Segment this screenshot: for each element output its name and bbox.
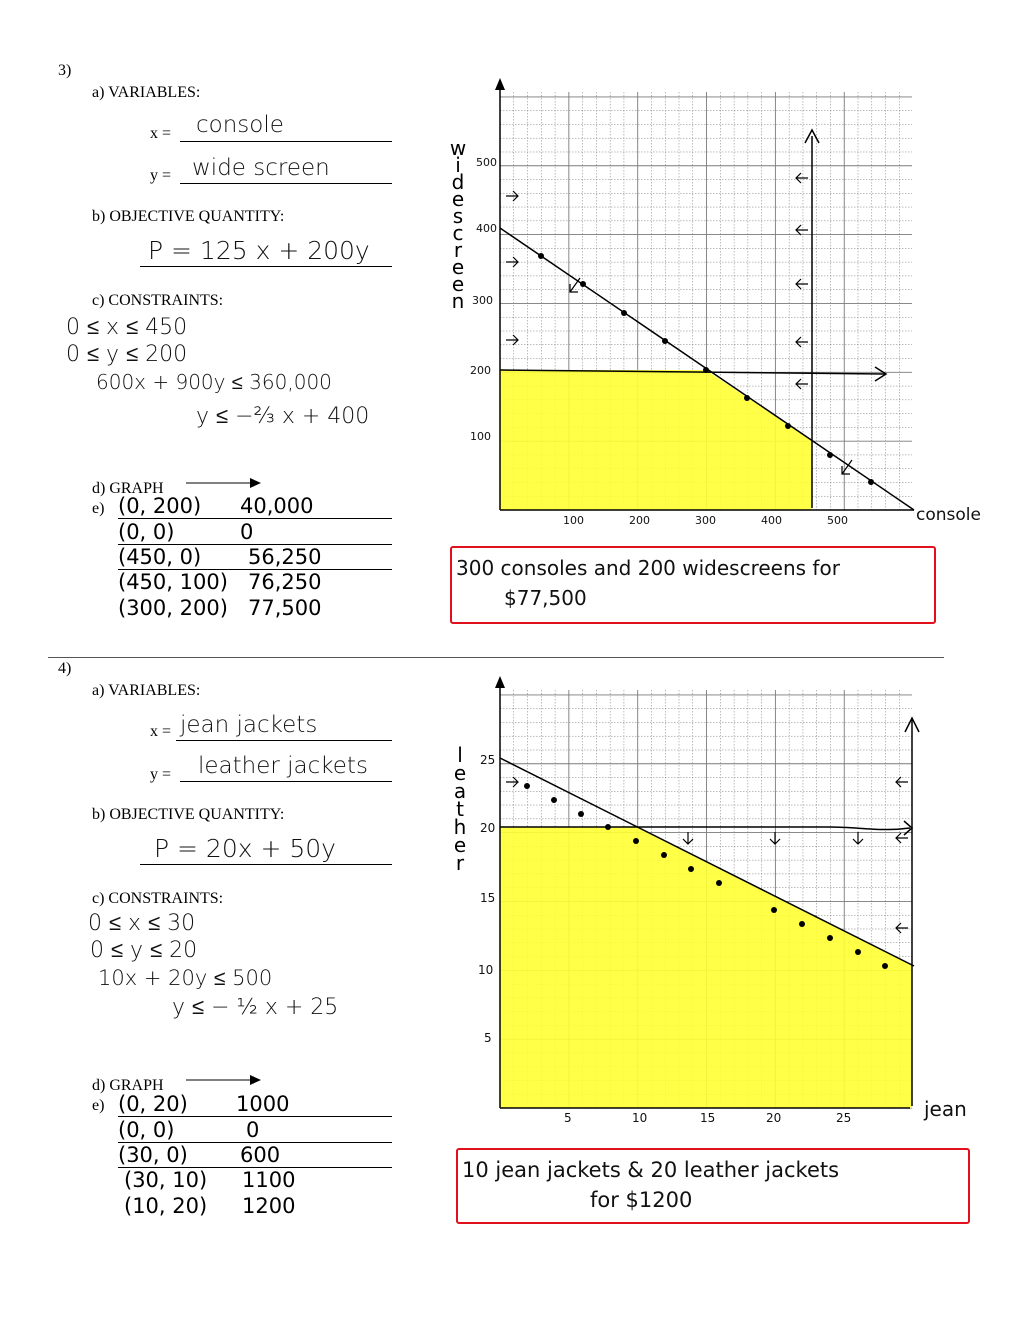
x-tick-label: 5 <box>564 1111 572 1125</box>
vertex-value: 600 <box>240 1143 281 1167</box>
y-axis-arrow-icon <box>495 78 505 90</box>
vertex-value: 0 <box>240 520 254 544</box>
vertex-value: 1100 <box>242 1168 296 1192</box>
points-label: e) <box>92 500 105 517</box>
vertex-point: (30, 0) <box>118 1143 188 1167</box>
vertex-point: (30, 10) <box>124 1168 208 1192</box>
constraints-label: c) CONSTRAINTS: <box>92 890 224 907</box>
y-variable-value: leather jackets <box>180 753 392 782</box>
constraint-3: 10x + 20y ≤ 500 <box>98 966 273 990</box>
table-row <box>118 545 392 570</box>
x-prefix: x = <box>150 125 172 142</box>
x-variable-value: console <box>180 112 392 142</box>
constraint-3: 600x + 900y ≤ 360,000 <box>96 370 332 394</box>
graph-arrow-icon <box>186 476 262 490</box>
vertex-point: (10, 20) <box>124 1194 208 1218</box>
x-axis-label: console <box>916 505 981 525</box>
y-prefix: y = <box>150 167 172 184</box>
y-axis-label: l e a t h e r <box>453 743 467 875</box>
x-tick-label: 15 <box>700 1111 716 1125</box>
y-tick-label: 200 <box>470 364 491 377</box>
constraint-1: 0 ≤ x ≤ 450 <box>66 315 188 340</box>
answer-line-1: 10 jean jackets & 20 leather jackets <box>462 1158 840 1182</box>
constraints-label: c) CONSTRAINTS: <box>92 292 224 309</box>
answer-box <box>450 546 936 624</box>
graph-arrow-icon <box>186 1073 262 1087</box>
answer-line-2: $77,500 <box>504 586 587 610</box>
table-row <box>118 1118 392 1143</box>
feasible-region-graph <box>440 78 1000 528</box>
y-tick-label: 100 <box>470 430 491 443</box>
table-row <box>118 520 392 545</box>
vertex-value: 1200 <box>242 1194 296 1218</box>
graph-label: d) GRAPH <box>92 480 164 497</box>
vertex-value: 1000 <box>236 1092 290 1116</box>
y-axis-label: w i d e s c r e e n <box>449 136 467 313</box>
x-prefix: x = <box>150 723 172 740</box>
y-prefix: y = <box>150 766 172 783</box>
section-divider <box>48 657 944 658</box>
y-tick-label: 300 <box>472 294 493 307</box>
objective-label: b) OBJECTIVE QUANTITY: <box>92 208 285 225</box>
y-tick-label: 400 <box>476 222 497 235</box>
x-tick-label: 100 <box>563 514 584 527</box>
x-tick-label: 400 <box>761 514 782 527</box>
objective-label: b) OBJECTIVE QUANTITY: <box>92 806 285 823</box>
y-tick-label: 15 <box>480 891 496 905</box>
constraint-1: 0 ≤ x ≤ 30 <box>88 911 196 936</box>
answer-line-2: for $1200 <box>590 1188 693 1212</box>
y-axis-arrow-icon <box>495 676 505 688</box>
x-tick-label: 500 <box>827 514 848 527</box>
objective-function: P = 125 x + 200y <box>140 236 392 267</box>
feasible-region <box>500 827 912 1108</box>
y-variable-value: wide screen <box>180 155 392 184</box>
x-axis-label: jean <box>924 1097 967 1121</box>
y-tick-label: 20 <box>480 821 496 835</box>
table-row <box>118 596 321 620</box>
problem-number: 3) <box>58 62 72 79</box>
vertex-value: 76,250 <box>248 570 322 594</box>
vertex-point: (300, 200) <box>118 596 228 620</box>
variables-label: a) VARIABLES: <box>92 682 201 699</box>
vertex-value: 40,000 <box>240 494 314 518</box>
y-tick-label: 500 <box>476 156 497 169</box>
y-tick-label: 10 <box>478 963 494 977</box>
vertex-point: (0, 0) <box>118 520 175 544</box>
y-tick-label: 25 <box>480 753 496 767</box>
x-tick-label: 300 <box>695 514 716 527</box>
constraint-2: 0 ≤ y ≤ 20 <box>90 938 198 963</box>
vertex-point: (450, 100) <box>118 570 228 594</box>
graph-label: d) GRAPH <box>92 1077 164 1094</box>
feasible-region-graph <box>440 676 1000 1126</box>
y-tick-label: 5 <box>484 1031 492 1045</box>
x-tick-label: 20 <box>766 1111 782 1125</box>
table-row <box>124 1168 295 1192</box>
vertex-point: (0, 20) <box>118 1092 188 1116</box>
vertex-point: (0, 0) <box>118 1118 175 1142</box>
answer-line-1: 300 consoles and 200 widescreens for <box>456 556 840 580</box>
points-label: e) <box>92 1097 105 1114</box>
constraint-4: y ≤ −⅔ x + 400 <box>196 404 370 429</box>
vertex-value: 56,250 <box>248 545 322 569</box>
vertex-point: (0, 200) <box>118 494 202 518</box>
objective-function: P = 20x + 50y <box>140 834 392 865</box>
problem-number: 4) <box>58 660 72 677</box>
constraint-4: y ≤ − ½ x + 25 <box>172 995 339 1020</box>
vertex-value: 0 <box>246 1118 260 1142</box>
table-row <box>124 1194 295 1218</box>
x-tick-label: 200 <box>629 514 650 527</box>
x-variable-value: jean jackets <box>176 712 392 741</box>
vertex-point: (450, 0) <box>118 545 202 569</box>
answer-box <box>456 1148 970 1224</box>
table-row <box>118 1143 392 1168</box>
table-row <box>118 1092 392 1117</box>
x-tick-label: 25 <box>836 1111 852 1125</box>
vertex-value: 77,500 <box>248 596 322 620</box>
table-row <box>118 570 321 594</box>
feasible-region <box>500 370 812 510</box>
table-row <box>118 494 392 519</box>
constraint-2: 0 ≤ y ≤ 200 <box>66 342 188 367</box>
x-tick-label: 10 <box>632 1111 648 1125</box>
variables-label: a) VARIABLES: <box>92 84 201 101</box>
